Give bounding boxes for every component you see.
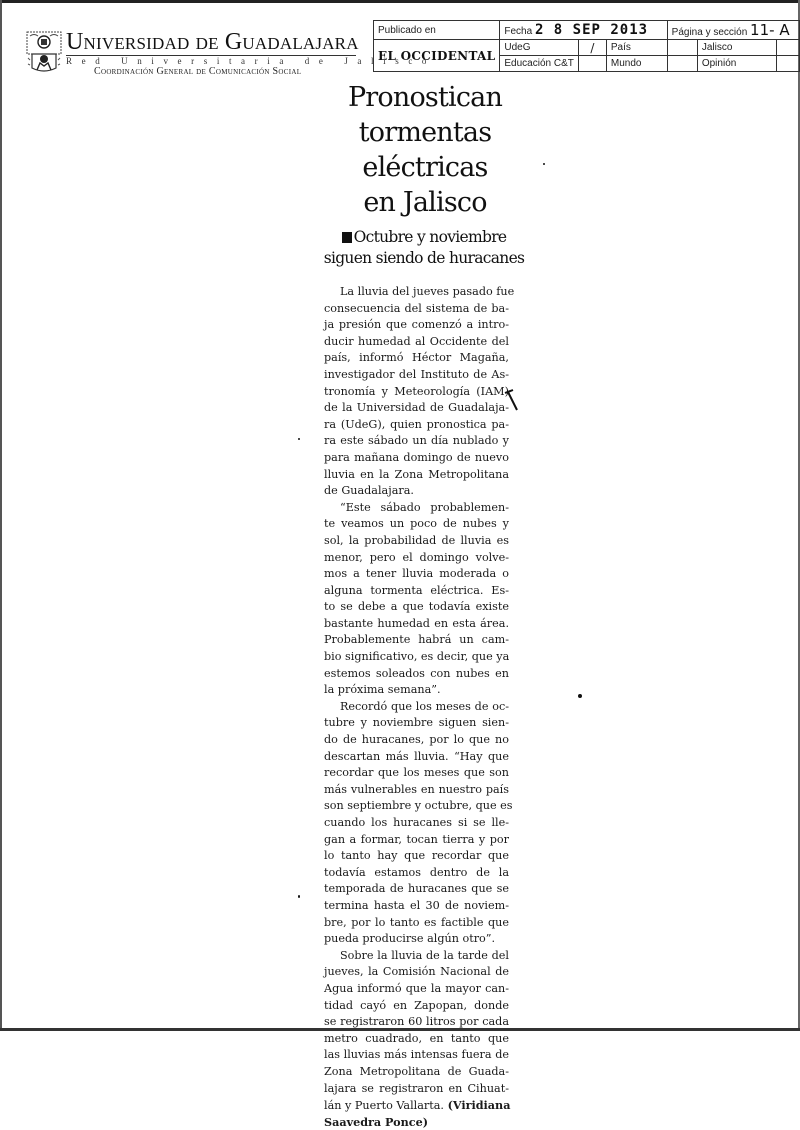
body-line: ja presión que comenzó a intro- bbox=[324, 318, 509, 332]
body-line: consecuencia del sistema de ba- bbox=[324, 301, 509, 315]
ink-speck bbox=[298, 895, 300, 898]
university-seal-icon bbox=[24, 30, 64, 74]
body-line: La lluvia del jueves pasado fue bbox=[340, 285, 515, 298]
headline-line: eléctricas bbox=[362, 152, 488, 183]
category-educacion-check bbox=[578, 56, 606, 72]
body-line: te veamos un poco de nubes y bbox=[324, 517, 509, 531]
body-line: descartan más lluvia. “Hay que bbox=[324, 749, 509, 763]
category-opinion: Opinión bbox=[697, 56, 777, 72]
body-line: ducir humedad al Occidente del bbox=[324, 334, 509, 348]
body-line-text: lán y Puerto Vallarta. bbox=[324, 1099, 448, 1113]
square-bullet-icon bbox=[342, 232, 352, 243]
category-educacion: Educación C&T bbox=[500, 56, 578, 72]
page-section-label: Página y sección bbox=[671, 27, 748, 38]
body-line: más vulnerables en nuestro país bbox=[324, 782, 509, 796]
body-line: Recordó que los meses de oc- bbox=[340, 699, 509, 713]
category-opinion-check bbox=[777, 56, 800, 72]
scan-border-top bbox=[0, 0, 800, 3]
body-line: la próxima semana”. bbox=[324, 683, 441, 697]
published-in-label: Publicado en bbox=[374, 21, 500, 40]
body-line: termina hasta el 30 de noviem- bbox=[324, 898, 509, 912]
date-stamp: 2 8 SEP 2013 bbox=[534, 22, 649, 38]
category-udeg: UdeG bbox=[500, 40, 578, 56]
body-line: Probablemente habrá un cam- bbox=[324, 633, 509, 647]
newspaper-name: EL OCCIDENTAL bbox=[374, 40, 500, 72]
body-line: mos a tener lluvia moderada o bbox=[324, 567, 509, 581]
body-line: para mañana domingo de nuevo bbox=[324, 450, 509, 464]
category-mundo: Mundo bbox=[606, 56, 667, 72]
category-mundo-check bbox=[667, 56, 697, 72]
body-line: temporada de huracanes que se bbox=[324, 882, 509, 896]
body-line: alguna tormenta eléctrica. Es- bbox=[324, 583, 509, 597]
publication-table bbox=[373, 20, 800, 72]
body-line: metro cuadrado, en tanto que bbox=[324, 1031, 509, 1045]
ink-speck bbox=[298, 438, 300, 440]
category-pais: País bbox=[606, 40, 667, 56]
ink-speck bbox=[543, 163, 545, 165]
department-name: Coordinación General de Comunicación Social bbox=[94, 66, 302, 77]
category-udeg-checkmark: / bbox=[578, 40, 606, 56]
body-line: sol, la probabilidad de lluvia es bbox=[324, 533, 509, 547]
subhead-line: siguen siendo de huracanes bbox=[323, 249, 525, 267]
body-line: lluvia en la Zona Metropolitana bbox=[324, 467, 509, 481]
body-line: de la Universidad de Guadalaja- bbox=[324, 401, 509, 415]
body-line: gan a formar, tocan tierra y por bbox=[324, 832, 509, 846]
body-line: ra (UdeG), quien pronostica pa- bbox=[324, 417, 509, 431]
network-name: Red Universitaria de Jalisco bbox=[66, 56, 437, 66]
body-line: lajara se registraron en Cihuat- bbox=[324, 1081, 509, 1095]
headline-line: Pronostican bbox=[347, 82, 503, 113]
subhead-line: Octubre y noviembre bbox=[353, 228, 507, 246]
body-line: do de huracanes, por lo que no bbox=[324, 733, 509, 747]
body-line: Sobre la lluvia de la tarde del bbox=[340, 948, 509, 962]
body-line: bastante humedad en esta área. bbox=[324, 616, 509, 630]
date-cell bbox=[500, 21, 667, 40]
body-line bbox=[324, 1097, 509, 1114]
body-line: las lluvias más intensas fuera de bbox=[324, 1048, 509, 1062]
ink-speck bbox=[578, 694, 582, 698]
page-section-handwritten: 11- A bbox=[750, 21, 790, 39]
body-line: país, informó Héctor Magaña, bbox=[324, 351, 509, 365]
page-section-cell bbox=[667, 21, 799, 40]
body-line: tronomía y Meteorología (IAM) bbox=[324, 384, 509, 398]
body-line: tidad cayó en Zapopan, donde bbox=[324, 998, 509, 1012]
body-line: Agua informó que la mayor can- bbox=[324, 981, 509, 995]
body-line: to se debe a que todavía existe bbox=[324, 600, 509, 614]
category-pais-check bbox=[667, 40, 697, 56]
article-body bbox=[324, 284, 515, 1130]
body-line: bio significativo, es decir, que ya bbox=[324, 650, 510, 664]
body-line: tubre y noviembre siguen sien- bbox=[324, 716, 509, 730]
university-name: Universidad de Guadalajara bbox=[66, 29, 359, 55]
headline-line: tormentas bbox=[358, 117, 492, 148]
body-line: “Este sábado probablemen- bbox=[340, 500, 509, 514]
body-line: se registraron 60 litros por cada bbox=[324, 1015, 509, 1029]
body-line: cuando los huracanes si se lle- bbox=[324, 816, 509, 829]
date-label: Fecha bbox=[504, 26, 533, 37]
body-line: ra este sábado un día nublado y bbox=[324, 434, 509, 448]
body-line: lo tanto hay que recordar que bbox=[324, 849, 509, 863]
body-line: pueda producirse algún otro”. bbox=[324, 932, 496, 946]
body-line: son septiembre y octubre, que es bbox=[324, 799, 513, 813]
body-line: de Guadalajara. bbox=[324, 484, 414, 498]
body-line: estemos soleados con nubes en bbox=[324, 666, 509, 680]
body-line: menor, pero el domingo volve- bbox=[324, 550, 509, 564]
body-line: bre, por lo tanto es factible que bbox=[324, 915, 509, 929]
body-line: Zona Metropolitana de Guada- bbox=[324, 1064, 509, 1078]
article-headline bbox=[320, 80, 530, 220]
category-jalisco-check bbox=[777, 40, 800, 56]
scan-border-left bbox=[0, 0, 2, 1031]
headline-line: en Jalisco bbox=[363, 187, 487, 218]
body-line: recordar que los meses que son bbox=[324, 766, 509, 780]
byline: Saavedra Ponce) bbox=[324, 1114, 428, 1129]
body-line: jueves, la Comisión Nacional de bbox=[324, 965, 509, 979]
category-jalisco: Jalisco bbox=[697, 40, 777, 56]
pen-mark-icon bbox=[503, 388, 519, 412]
byline: (Viridiana bbox=[447, 1098, 511, 1113]
body-line: todavía estamos dentro de la bbox=[324, 865, 509, 879]
article-subhead bbox=[322, 227, 526, 269]
body-line: investigador del Instituto de As- bbox=[324, 367, 509, 381]
